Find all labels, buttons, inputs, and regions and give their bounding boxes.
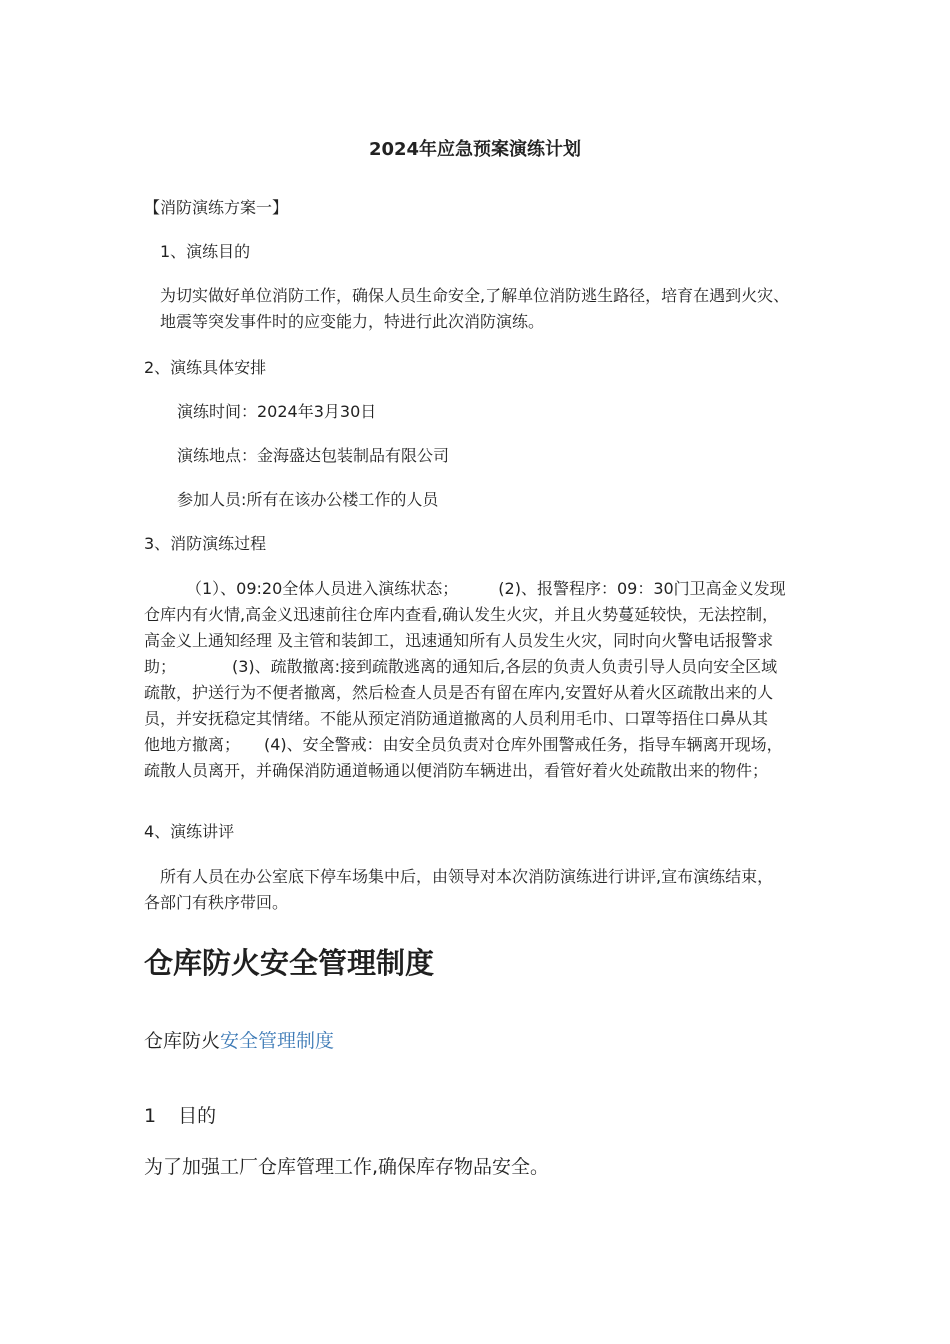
s3-line: 疏散，护送行为不便者撤离，然后检查人员是否有留在库内,安置好从着火区疏散出来的人 xyxy=(144,683,774,702)
s3-line: 助； (3)、疏散撤离:接到疏散逃离的通知后,各层的负责人负责引导人员向安全区域 xyxy=(144,657,778,676)
sec1-number: 1 xyxy=(144,1105,157,1127)
s1-heading: 1、演练目的 xyxy=(160,242,251,261)
s3-paragraph xyxy=(144,576,812,784)
s3-line: 仓库内有火情,高金义迅速前往仓库内查看,确认发生火灾，并且火势蔓延较快，无法控制， xyxy=(144,605,779,624)
s3-line: 疏散人员离开，并确保消防通道畅通以便消防车辆进出，看管好着火处疏散出来的物件； xyxy=(144,761,769,780)
s4-heading: 4、演练讲评 xyxy=(144,822,235,841)
s1-line: 地震等突发事件时的应变能力，特进行此次消防演练。 xyxy=(160,312,545,331)
s4-line: 所有人员在办公室底下停车场集中后，由领导对本次消防演练进行讲评,宣布演练结束， xyxy=(160,867,774,886)
document-title: 2024年应急预案演练计划 xyxy=(368,139,582,160)
s1-paragraph xyxy=(160,283,828,335)
s3-heading: 3、消防演练过程 xyxy=(144,534,267,553)
sec1-title: 目的 xyxy=(178,1105,217,1127)
subtitle xyxy=(144,1028,334,1054)
safety-rules-link[interactable]: 安全管理制度 xyxy=(220,1030,335,1052)
s3-line: （1）、09:20全体人员进入演练状态； (2)、报警程序：09：30门卫高金义发现 xyxy=(186,579,786,598)
s1-line: 为切实做好单位消防工作，确保人员生命安全,了解单位消防逃生路径，培育在遇到火灾、 xyxy=(160,286,790,305)
section-title: 仓库防火安全管理制度 xyxy=(144,946,435,980)
s4-paragraph xyxy=(144,864,812,916)
s3-line: 员，并安抚稳定其情绪。不能从预定消防通道撤离的人员利用毛巾、口罩等捂住口鼻从其 xyxy=(144,709,769,728)
sec1-text: 为了加强工厂仓库管理工作,确保库存物品安全。 xyxy=(144,1156,550,1178)
s4-line: 各部门有秩序带回。 xyxy=(144,893,289,912)
s2-people: 参加人员:所有在该办公楼工作的人员 xyxy=(177,490,439,509)
s2-time: 演练时间：2024年3月30日 xyxy=(177,402,377,421)
s2-heading: 2、演练具体安排 xyxy=(144,358,267,377)
sec1-heading xyxy=(144,1103,216,1129)
s2-place: 演练地点：金海盛达包装制品有限公司 xyxy=(177,446,450,465)
section-tag: 【消防演练方案一】 xyxy=(144,198,289,217)
subtitle-text: 仓库防火 xyxy=(144,1030,221,1052)
s3-line: 他地方撤离； (4)、安全警戒：由安全员负责对仓库外围警戒任务，指导车辆离开现场， xyxy=(144,735,783,754)
s3-line: 高金义上通知经理 及主管和装卸工，迅速通知所有人员发生火灾，同时向火警电话报警求 xyxy=(144,631,774,650)
